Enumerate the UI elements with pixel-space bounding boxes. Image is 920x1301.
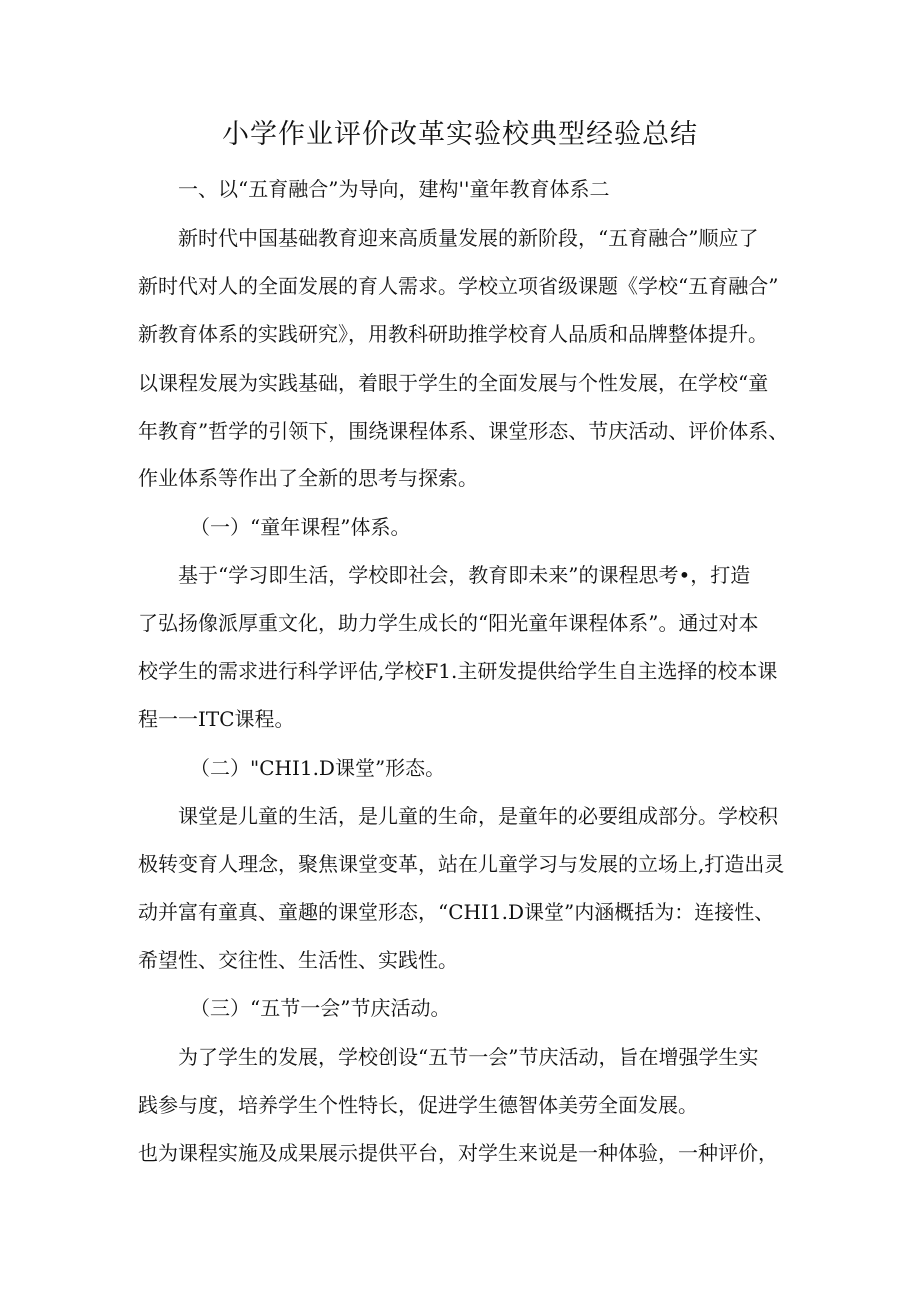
- paragraph-line: 践参与度，培养学生个性特长，促进学生德智体美劳全面发展。: [138, 1093, 698, 1117]
- paragraph-line: 为了学生的发展，学校创设“五节一会”节庆活动，旨在增强学生实: [178, 1045, 759, 1069]
- paragraph-line: 了弘扬像派厚重文化，助力学生成长的“阳光童年课程体系”。通过对本: [138, 611, 759, 635]
- paragraph-line: 新时代对人的全面发展的育人需求。学校立项省级课题《学校“五育融合”: [138, 274, 779, 298]
- paragraph-line: 程一一ITC课程。: [138, 707, 295, 731]
- paragraph-line: 以课程发展为实践基础，着眼于学生的全面发展与个性发展，在学校“童: [138, 371, 769, 395]
- subsection-heading-1: （一）“童年课程”体系。: [190, 515, 411, 539]
- paragraph-line: 希望性、交往性、生活性、实践性。: [138, 948, 458, 972]
- document-title: 小学作业评价改革实验校典型经验总结: [222, 119, 698, 150]
- paragraph-line: 动并富有童真、童趣的课堂形态，“CHI1.D课堂”内涵概括为：连接性、: [138, 900, 775, 924]
- paragraph-line: 新教育体系的实践研究》，用教科研助推学校育人品质和品牌整体提升。: [138, 322, 768, 346]
- paragraph-line: 极转变育人理念，聚焦课堂变革，站在儿童学习与发展的立场上,打造出灵: [138, 852, 785, 876]
- subsection-heading-2: （二）"CHI1.D课堂”形态。: [190, 756, 446, 780]
- paragraph-line: 也为课程实施及成果展示提供平台，对学生来说是一种体验，一种评价，: [138, 1141, 778, 1165]
- paragraph-line: 校学生的需求进行科学评估,学校F1.主研发提供给学生自主选择的校本课: [138, 659, 778, 683]
- paragraph-line: 课堂是儿童的生活，是儿童的生命，是童年的必要组成部分。学校积: [178, 804, 778, 828]
- section-heading-1: 一、以“五育融合”为导向，建构''童年教育体系二: [178, 177, 610, 201]
- paragraph-line: 年教育”哲学的引领下，围绕课程体系、课堂形态、节庆活动、评价体系、: [138, 419, 789, 443]
- subsection-heading-3: （三）“五节一会”节庆活动。: [190, 996, 451, 1020]
- paragraph-line: 作业体系等作出了全新的思考与探索。: [138, 466, 478, 490]
- paragraph-line: 新时代中国基础教育迎来高质量发展的新阶段，“五育融合”顺应了: [178, 226, 759, 250]
- paragraph-line: 基于“学习即生活，学校即社会，教育即未来”的课程思考•，打造: [178, 563, 751, 587]
